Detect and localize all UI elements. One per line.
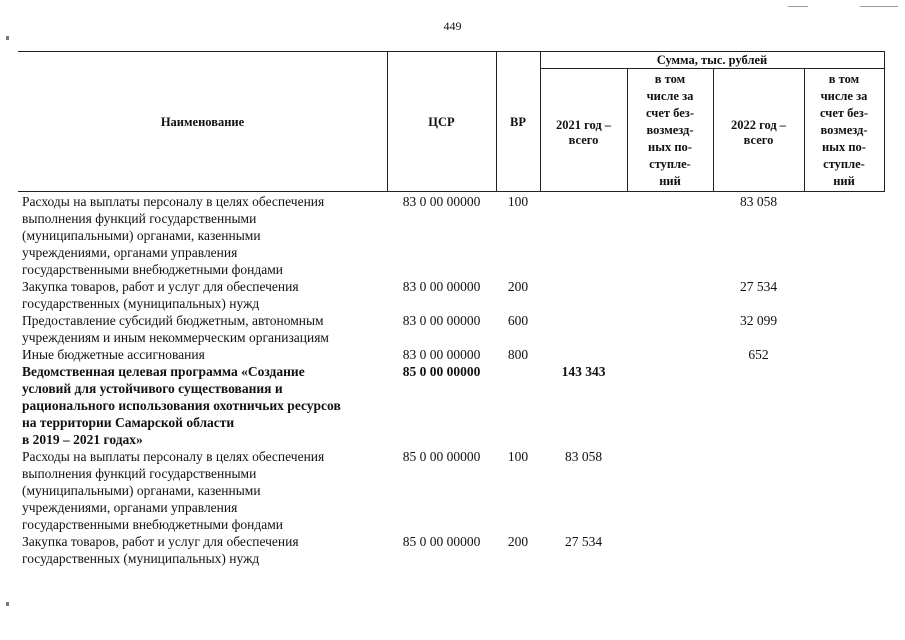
header-2021-free: в том числе за счет без- возмезд- ных по- ступле- ний [646, 72, 694, 188]
row-vr: 600 [507, 313, 529, 328]
row-csr: 83 0 00 00000 [402, 347, 481, 362]
row-name-line: Расходы на выплаты персоналу в целях обеспечения [22, 194, 325, 209]
row-name-line: государственными внебюджетными фондами [22, 262, 284, 277]
row-amount-2022: 83 058 [739, 194, 778, 209]
header-2022-total: 2022 год – всего [730, 118, 787, 147]
sum-group-underline [540, 68, 884, 69]
row-amount-2021: 143 343 [561, 364, 606, 379]
row-amount-2022: 32 099 [739, 313, 778, 328]
row-vr: 100 [507, 194, 529, 209]
header-2022-free: в том числе за счет без- возмезд- ных по- ступле- ний [820, 72, 868, 188]
row-vr: 200 [507, 534, 529, 549]
row-csr: 83 0 00 00000 [402, 279, 481, 294]
row-vr: 100 [507, 449, 529, 464]
row-name-line: в 2019 – 2021 годах» [22, 432, 143, 447]
row-csr: 83 0 00 00000 [402, 194, 481, 209]
header-name: Наименование [160, 115, 245, 129]
row-csr: 85 0 00 00000 [402, 534, 481, 549]
top-edge-mark [860, 6, 898, 7]
row-name-line: Иные бюджетные ассигнования [22, 347, 205, 362]
row-name-line: государственных (муниципальных) нужд [22, 296, 260, 311]
row-name-line: учреждениями, органами управления [22, 500, 238, 515]
row-vr: 200 [507, 279, 529, 294]
header-csr: ЦСР [428, 115, 455, 129]
row-amount-2022: 652 [748, 347, 769, 362]
row-name-line: государственными внебюджетными фондами [22, 517, 284, 532]
header-vr: ВР [510, 115, 526, 129]
header-col-divider [884, 51, 885, 192]
row-csr: 85 0 00 00000 [402, 364, 481, 379]
header-2021-total: 2021 год – всего [555, 118, 612, 147]
margin-mark [6, 602, 9, 606]
header-bottom-border [18, 191, 884, 192]
row-name-line: (муниципальными) органами, казенными [22, 483, 261, 498]
row-name-line: на территории Самарской области [22, 415, 235, 430]
row-name-line: учреждениями, органами управления [22, 245, 238, 260]
row-name-line: выполнения функций государственными [22, 211, 257, 226]
row-csr: 85 0 00 00000 [402, 449, 481, 464]
row-name-line: государственных (муниципальных) нужд [22, 551, 260, 566]
header-sum-group: Сумма, тыс. рублей [656, 53, 768, 67]
row-name-line: Предоставление субсидий бюджетным, автономным [22, 313, 324, 328]
top-edge-mark [788, 6, 808, 7]
row-amount-2021: 27 534 [564, 534, 603, 549]
row-amount-2021: 83 058 [564, 449, 603, 464]
row-name-line: Закупка товаров, работ и услуг для обеспечения [22, 279, 299, 294]
row-name-line: Закупка товаров, работ и услуг для обеспечения [22, 534, 299, 549]
row-name-line: Ведомственная целевая программа «Создание [22, 364, 305, 379]
row-name-line: (муниципальными) органами, казенными [22, 228, 261, 243]
row-name-line: рационального использования охотничьих ресурсов [22, 398, 341, 413]
header-top-border [18, 51, 884, 52]
row-name-line: условий для устойчивого существования и [22, 381, 283, 396]
row-vr: 800 [507, 347, 529, 362]
row-amount-2022: 27 534 [739, 279, 778, 294]
row-name-line: учреждениям и иным некоммерческим организациям [22, 330, 329, 345]
row-name-line: выполнения функций государственными [22, 466, 257, 481]
row-csr: 83 0 00 00000 [402, 313, 481, 328]
row-name-line: Расходы на выплаты персоналу в целях обеспечения [22, 449, 325, 464]
page-number: 449 [443, 19, 462, 33]
margin-mark [6, 36, 9, 40]
